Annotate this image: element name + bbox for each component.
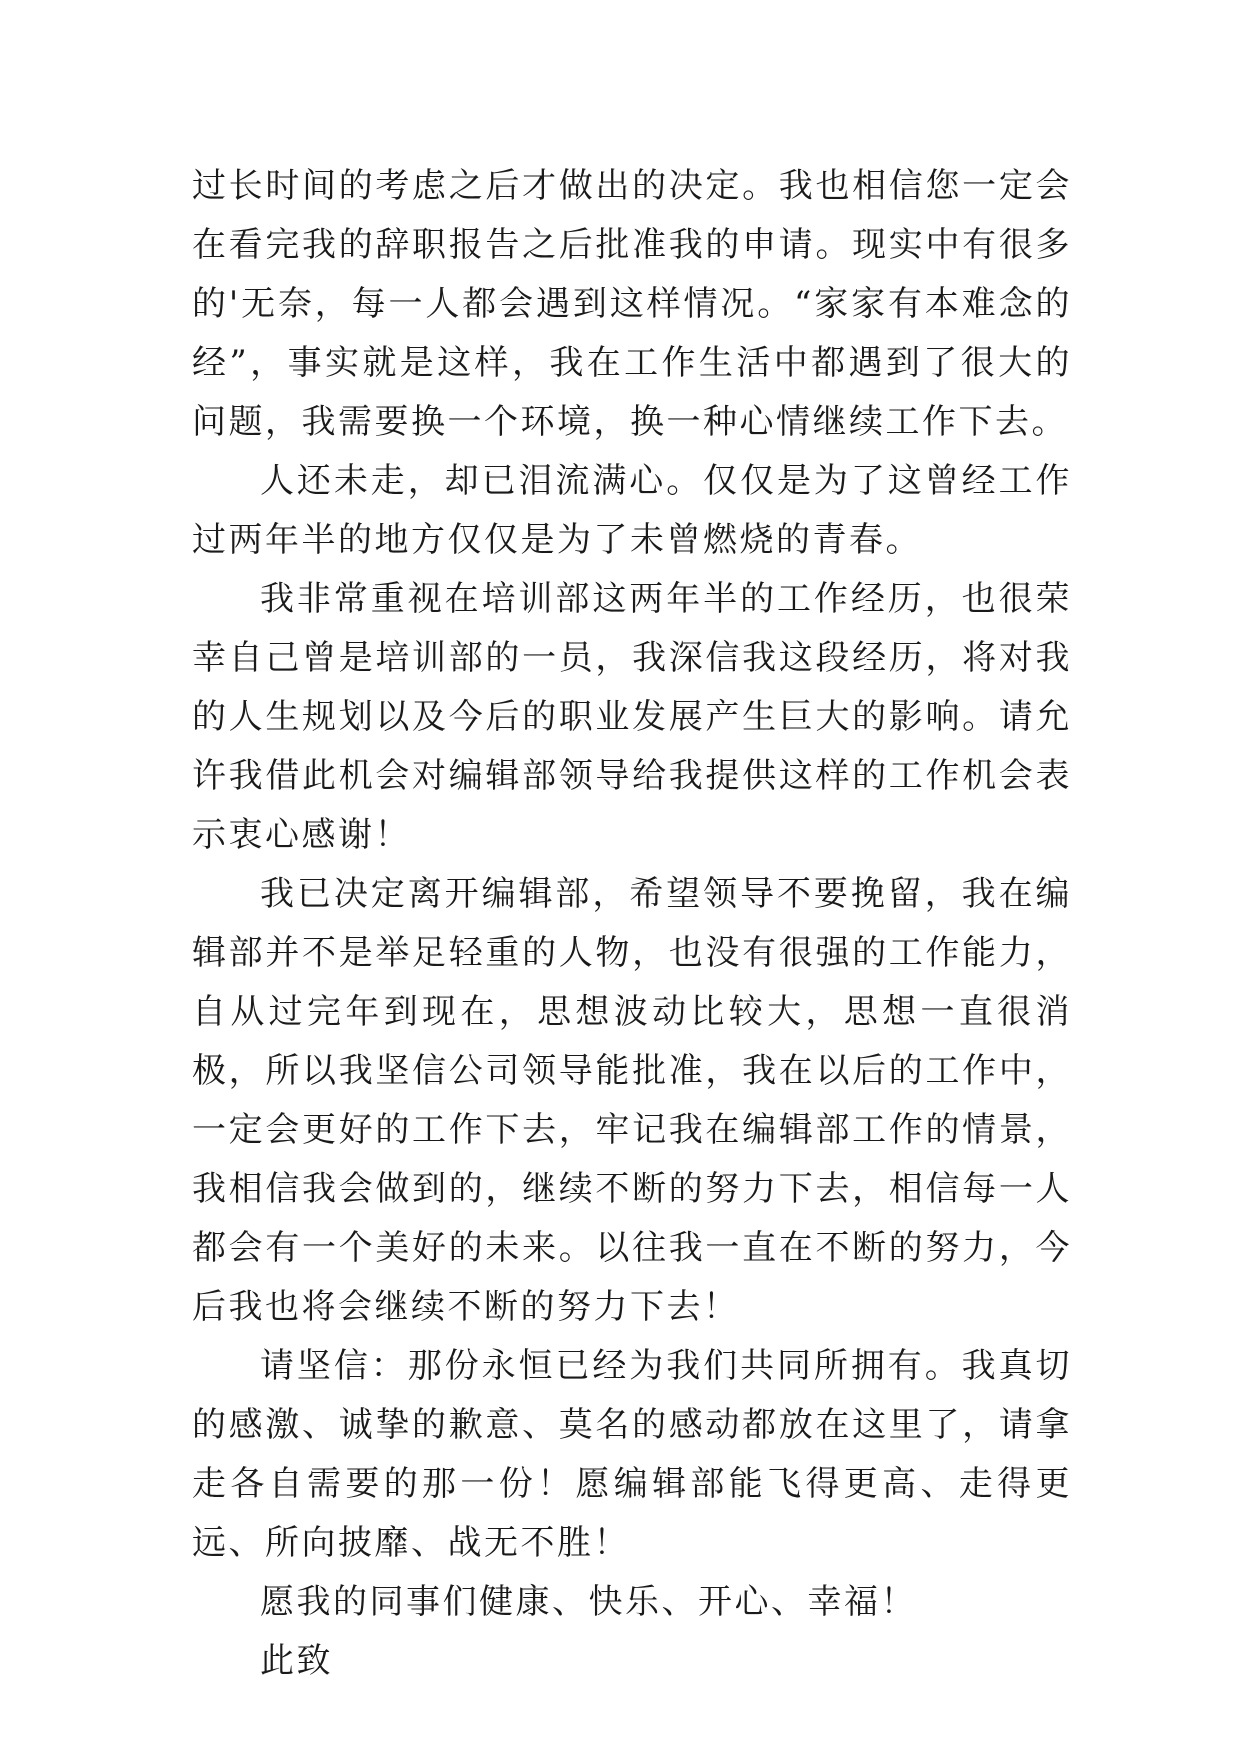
paragraph-tears: 人还未走，却已泪流满心。仅仅是为了这曾经工作过两年半的地方仅仅是为了未曾燃烧的青春。 [192, 461, 1072, 560]
paragraph-continuation: 过长时间的考虑之后才做出的决定。我也相信您一定会在看完我的辞职报告之后批准我的申请。现实中有很多的'无奈，每一人都会遇到这样情况。“家家有本难念的经”，事实就是这样，我在工作生活中都遇到了很大的问题，我需要换一个环境，换一种心情继续工作下去。 [192, 166, 1072, 442]
letter-body [192, 157, 1072, 1691]
closing-salutation: 此致 [260, 1641, 333, 1681]
paragraph-gratitude: 我非常重视在培训部这两年半的工作经历，也很荣幸自己曾是培训部的一员，我深信我这段经历，将对我的人生规划以及今后的职业发展产生巨大的影响。请允许我借此机会对编辑部领导给我提供这样的工作机会表示衷心感谢！ [192, 579, 1072, 855]
paragraph-farewell: 请坚信：那份永恒已经为我们共同所拥有。我真切的感激、诚挚的歉意、莫名的感动都放在这里了，请拿走各自需要的那一份！愿编辑部能飞得更高、走得更远、所向披靡、战无不胜！ [192, 1346, 1072, 1563]
paragraph-wishes: 愿我的同事们健康、快乐、开心、幸福！ [260, 1582, 917, 1622]
paragraph-decision: 我已决定离开编辑部，希望领导不要挽留，我在编辑部并不是举足轻重的人物，也没有很强的工作能力，自从过完年到现在，思想波动比较大，思想一直很消极，所以我坚信公司领导能批准，我在以后的工作中，一定会更好的工作下去，牢记我在编辑部工作的情景，我相信我会做到的，继续不断的努力下去，相信每一人都会有一个美好的未来。以往我一直在不断的努力，今后我也将会继续不断的努力下去！ [192, 874, 1072, 1327]
